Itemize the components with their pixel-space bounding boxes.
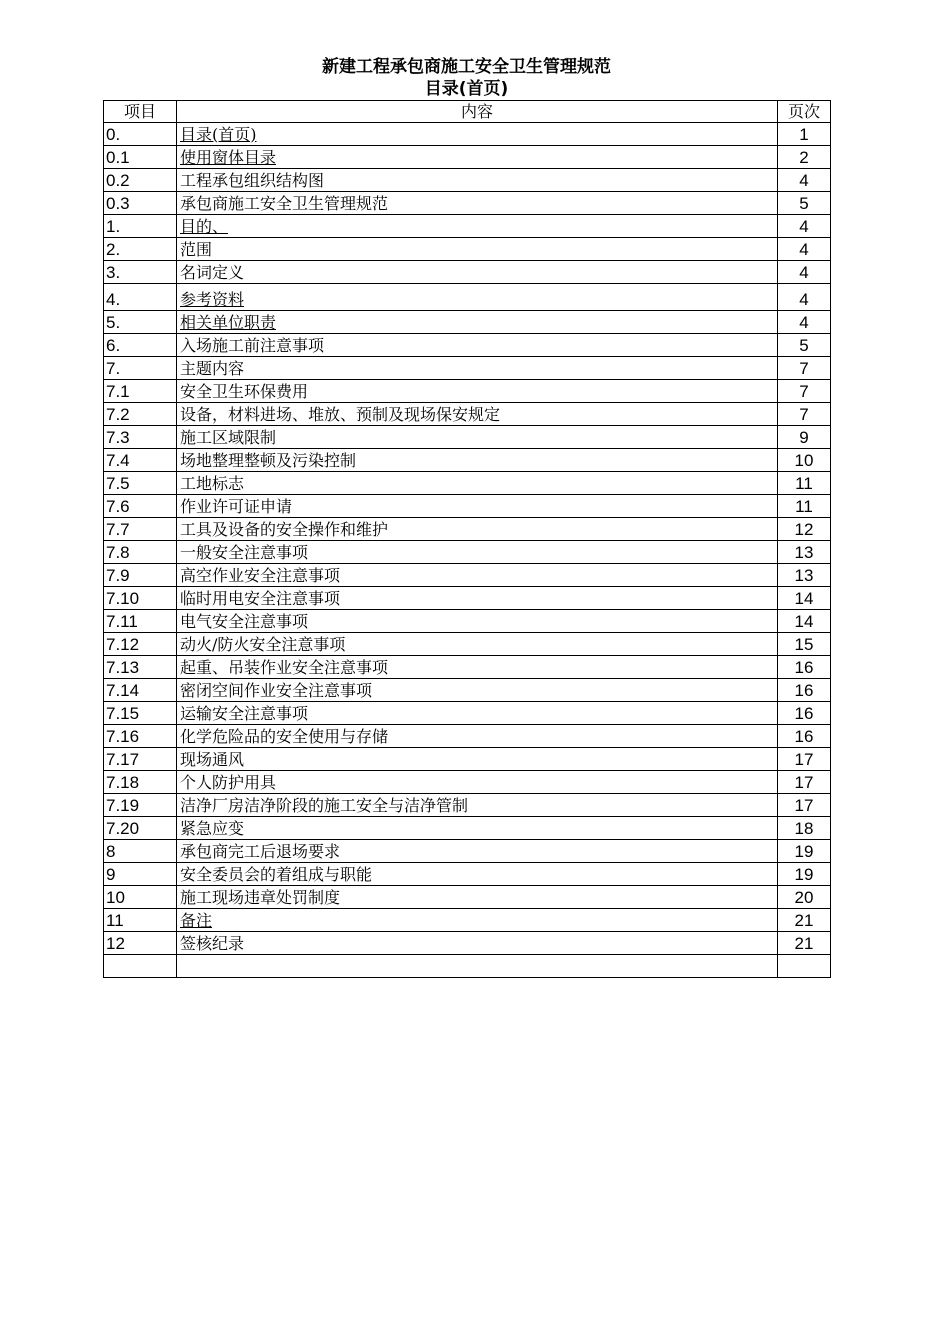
table-row	[104, 955, 831, 978]
table-row	[104, 449, 831, 472]
row-content-text: 高空作业安全注意事项	[180, 566, 341, 585]
table-row	[104, 495, 831, 518]
row-item-number: 7.1	[104, 380, 177, 403]
row-content-text: 承包商完工后退场要求	[180, 842, 341, 861]
row-content-cell	[177, 192, 778, 215]
row-content-cell	[177, 886, 778, 909]
row-content-text: 施工现场违章处罚制度	[180, 888, 341, 907]
row-content-text: 安全委员会的着组成与职能	[180, 865, 373, 884]
table-row	[104, 656, 831, 679]
row-content-cell	[177, 495, 778, 518]
row-page-number: 5	[778, 192, 831, 215]
table-row	[104, 725, 831, 748]
table-row	[104, 909, 831, 932]
toc-body	[104, 123, 831, 978]
row-content-link[interactable]: 使用窗体目录	[180, 148, 277, 167]
row-item-number: 7.6	[104, 495, 177, 518]
row-content-text: 工地标志	[180, 474, 245, 493]
table-row	[104, 702, 831, 725]
row-content-cell	[177, 449, 778, 472]
table-row	[104, 215, 831, 238]
row-content-text: 密闭空间作业安全注意事项	[180, 681, 373, 700]
row-content-cell	[177, 146, 778, 169]
row-content-text: 工具及设备的安全操作和维护	[180, 520, 389, 539]
table-row	[104, 932, 831, 955]
row-page-number: 1	[778, 123, 831, 146]
row-content-cell	[177, 426, 778, 449]
row-page-number	[778, 955, 831, 978]
row-item-number: 1.	[104, 215, 177, 238]
row-page-number: 11	[778, 472, 831, 495]
row-page-number: 14	[778, 610, 831, 633]
header-page: 页次	[778, 101, 831, 123]
row-content-cell	[177, 817, 778, 840]
row-content-cell	[177, 610, 778, 633]
row-page-number: 4	[778, 311, 831, 334]
table-row	[104, 863, 831, 886]
table-row	[104, 541, 831, 564]
table-row	[104, 587, 831, 610]
table-row	[104, 403, 831, 426]
row-page-number: 17	[778, 794, 831, 817]
row-page-number: 16	[778, 725, 831, 748]
row-item-number: 0.1	[104, 146, 177, 169]
row-item-number: 7.16	[104, 725, 177, 748]
row-content-cell	[177, 261, 778, 284]
row-page-number: 18	[778, 817, 831, 840]
row-content-link[interactable]: 目录(首页)	[180, 125, 257, 144]
row-item-number: 7.8	[104, 541, 177, 564]
row-content-cell	[177, 403, 778, 426]
row-page-number: 12	[778, 518, 831, 541]
row-page-number: 19	[778, 863, 831, 886]
row-content-cell	[177, 633, 778, 656]
row-page-number: 21	[778, 932, 831, 955]
row-content-link[interactable]: 目的、	[180, 217, 229, 236]
row-item-number: 7.19	[104, 794, 177, 817]
row-page-number: 4	[778, 261, 831, 284]
row-content-link[interactable]: 相关单位职责	[180, 313, 277, 332]
table-row	[104, 426, 831, 449]
row-content-text: 工程承包组织结构图	[180, 171, 325, 190]
row-page-number: 4	[778, 215, 831, 238]
row-content-cell	[177, 518, 778, 541]
table-row	[104, 817, 831, 840]
table-row	[104, 610, 831, 633]
row-content-text: 安全卫生环保费用	[180, 382, 309, 401]
row-item-number: 7.5	[104, 472, 177, 495]
row-page-number: 16	[778, 702, 831, 725]
row-content-cell	[177, 794, 778, 817]
row-content-cell	[177, 679, 778, 702]
row-content-text: 化学危险品的安全使用与存储	[180, 727, 389, 746]
table-row	[104, 840, 831, 863]
row-content-cell	[177, 169, 778, 192]
header-row	[104, 101, 831, 123]
row-page-number: 17	[778, 748, 831, 771]
row-page-number: 13	[778, 541, 831, 564]
table-row	[104, 771, 831, 794]
row-item-number: 2.	[104, 238, 177, 261]
row-page-number: 16	[778, 679, 831, 702]
table-of-contents	[103, 100, 831, 978]
row-page-number: 7	[778, 380, 831, 403]
row-item-number: 7.4	[104, 449, 177, 472]
row-content-text: 范围	[180, 240, 213, 259]
row-item-number	[104, 955, 177, 978]
row-content-cell	[177, 215, 778, 238]
row-content-cell	[177, 725, 778, 748]
row-content-text: 场地整理整顿及污染控制	[180, 451, 357, 470]
row-item-number: 4.	[104, 284, 177, 311]
row-content-text: 入场施工前注意事项	[180, 336, 325, 355]
table-row	[104, 564, 831, 587]
row-item-number: 7.11	[104, 610, 177, 633]
row-page-number: 7	[778, 357, 831, 380]
row-content-cell	[177, 955, 778, 978]
row-page-number: 5	[778, 334, 831, 357]
row-content-cell	[177, 840, 778, 863]
row-content-text: 施工区域限制	[180, 428, 277, 447]
document-subtitle: 目录(首页)	[424, 79, 509, 99]
row-content-text: 紧急应变	[180, 819, 245, 838]
row-item-number: 5.	[104, 311, 177, 334]
table-row	[104, 357, 831, 380]
row-page-number: 4	[778, 169, 831, 192]
row-page-number: 9	[778, 426, 831, 449]
row-content-cell	[177, 909, 778, 932]
row-page-number: 7	[778, 403, 831, 426]
row-content-text: 洁净厂房洁净阶段的施工安全与洁净管制	[180, 796, 469, 815]
row-page-number: 19	[778, 840, 831, 863]
row-content-cell	[177, 932, 778, 955]
row-content-cell	[177, 284, 778, 311]
row-content-text: 运输安全注意事项	[180, 704, 309, 723]
row-content-cell	[177, 472, 778, 495]
row-item-number: 6.	[104, 334, 177, 357]
row-content-cell	[177, 123, 778, 146]
row-page-number: 21	[778, 909, 831, 932]
row-item-number: 9	[104, 863, 177, 886]
row-content-cell	[177, 311, 778, 334]
table-row	[104, 334, 831, 357]
row-item-number: 7.14	[104, 679, 177, 702]
row-content-cell	[177, 238, 778, 261]
row-page-number: 4	[778, 284, 831, 311]
table-row	[104, 472, 831, 495]
row-content-cell	[177, 863, 778, 886]
row-content-cell	[177, 380, 778, 403]
row-content-text: 电气安全注意事项	[180, 612, 309, 631]
row-content-cell	[177, 357, 778, 380]
table-row	[104, 633, 831, 656]
header-item: 项目	[104, 101, 177, 123]
table-row	[104, 238, 831, 261]
row-page-number: 20	[778, 886, 831, 909]
row-item-number: 0.3	[104, 192, 177, 215]
row-content-text: 现场通风	[180, 750, 245, 769]
table-row	[104, 284, 831, 311]
table-row	[104, 794, 831, 817]
row-content-cell	[177, 771, 778, 794]
row-content-link[interactable]: 备注	[180, 911, 213, 930]
row-item-number: 7.13	[104, 656, 177, 679]
row-page-number: 14	[778, 587, 831, 610]
row-content-cell	[177, 702, 778, 725]
row-content-text: 设备，材料进场、堆放、预制及现场保安规定	[180, 405, 501, 424]
table-row	[104, 679, 831, 702]
row-page-number: 10	[778, 449, 831, 472]
document-header	[103, 56, 830, 100]
row-content-cell	[177, 334, 778, 357]
row-content-cell	[177, 587, 778, 610]
table-row	[104, 380, 831, 403]
row-content-text: 承包商施工安全卫生管理规范	[180, 194, 389, 213]
row-content-link[interactable]: 参考资料	[180, 290, 245, 309]
row-page-number: 4	[778, 238, 831, 261]
table-row	[104, 192, 831, 215]
table-row	[104, 518, 831, 541]
row-content-text: 主题内容	[180, 359, 245, 378]
row-item-number: 8	[104, 840, 177, 863]
row-content-text: 一般安全注意事项	[180, 543, 309, 562]
row-content-text: 个人防护用具	[180, 773, 277, 792]
table-row	[104, 311, 831, 334]
row-item-number: 11	[104, 909, 177, 932]
table-row	[104, 261, 831, 284]
row-item-number: 0.2	[104, 169, 177, 192]
row-content-text: 作业许可证申请	[180, 497, 293, 516]
row-item-number: 10	[104, 886, 177, 909]
row-page-number: 11	[778, 495, 831, 518]
row-content-text: 签核纪录	[180, 934, 245, 953]
table-row	[104, 169, 831, 192]
row-page-number: 17	[778, 771, 831, 794]
header-content: 内容	[177, 101, 778, 123]
row-item-number: 12	[104, 932, 177, 955]
row-item-number: 7.10	[104, 587, 177, 610]
document-title: 新建工程承包商施工安全卫生管理规范	[322, 57, 611, 77]
row-item-number: 0.	[104, 123, 177, 146]
table-row	[104, 123, 831, 146]
row-item-number: 3.	[104, 261, 177, 284]
row-page-number: 16	[778, 656, 831, 679]
row-item-number: 7.18	[104, 771, 177, 794]
row-item-number: 7.9	[104, 564, 177, 587]
row-item-number: 7.7	[104, 518, 177, 541]
row-item-number: 7.2	[104, 403, 177, 426]
row-page-number: 2	[778, 146, 831, 169]
table-row	[104, 748, 831, 771]
row-page-number: 13	[778, 564, 831, 587]
row-content-cell	[177, 564, 778, 587]
table-row	[104, 146, 831, 169]
row-item-number: 7.20	[104, 817, 177, 840]
row-content-text: 起重、吊装作业安全注意事项	[180, 658, 389, 677]
row-item-number: 7.17	[104, 748, 177, 771]
row-item-number: 7.	[104, 357, 177, 380]
row-item-number: 7.3	[104, 426, 177, 449]
row-content-text: 临时用电安全注意事项	[180, 589, 341, 608]
row-content-cell	[177, 541, 778, 564]
row-content-text: 名词定义	[180, 263, 245, 282]
row-item-number: 7.15	[104, 702, 177, 725]
row-content-text: 动火/防火安全注意事项	[180, 635, 346, 654]
row-item-number: 7.12	[104, 633, 177, 656]
row-page-number: 15	[778, 633, 831, 656]
row-content-cell	[177, 748, 778, 771]
table-row	[104, 886, 831, 909]
row-content-cell	[177, 656, 778, 679]
